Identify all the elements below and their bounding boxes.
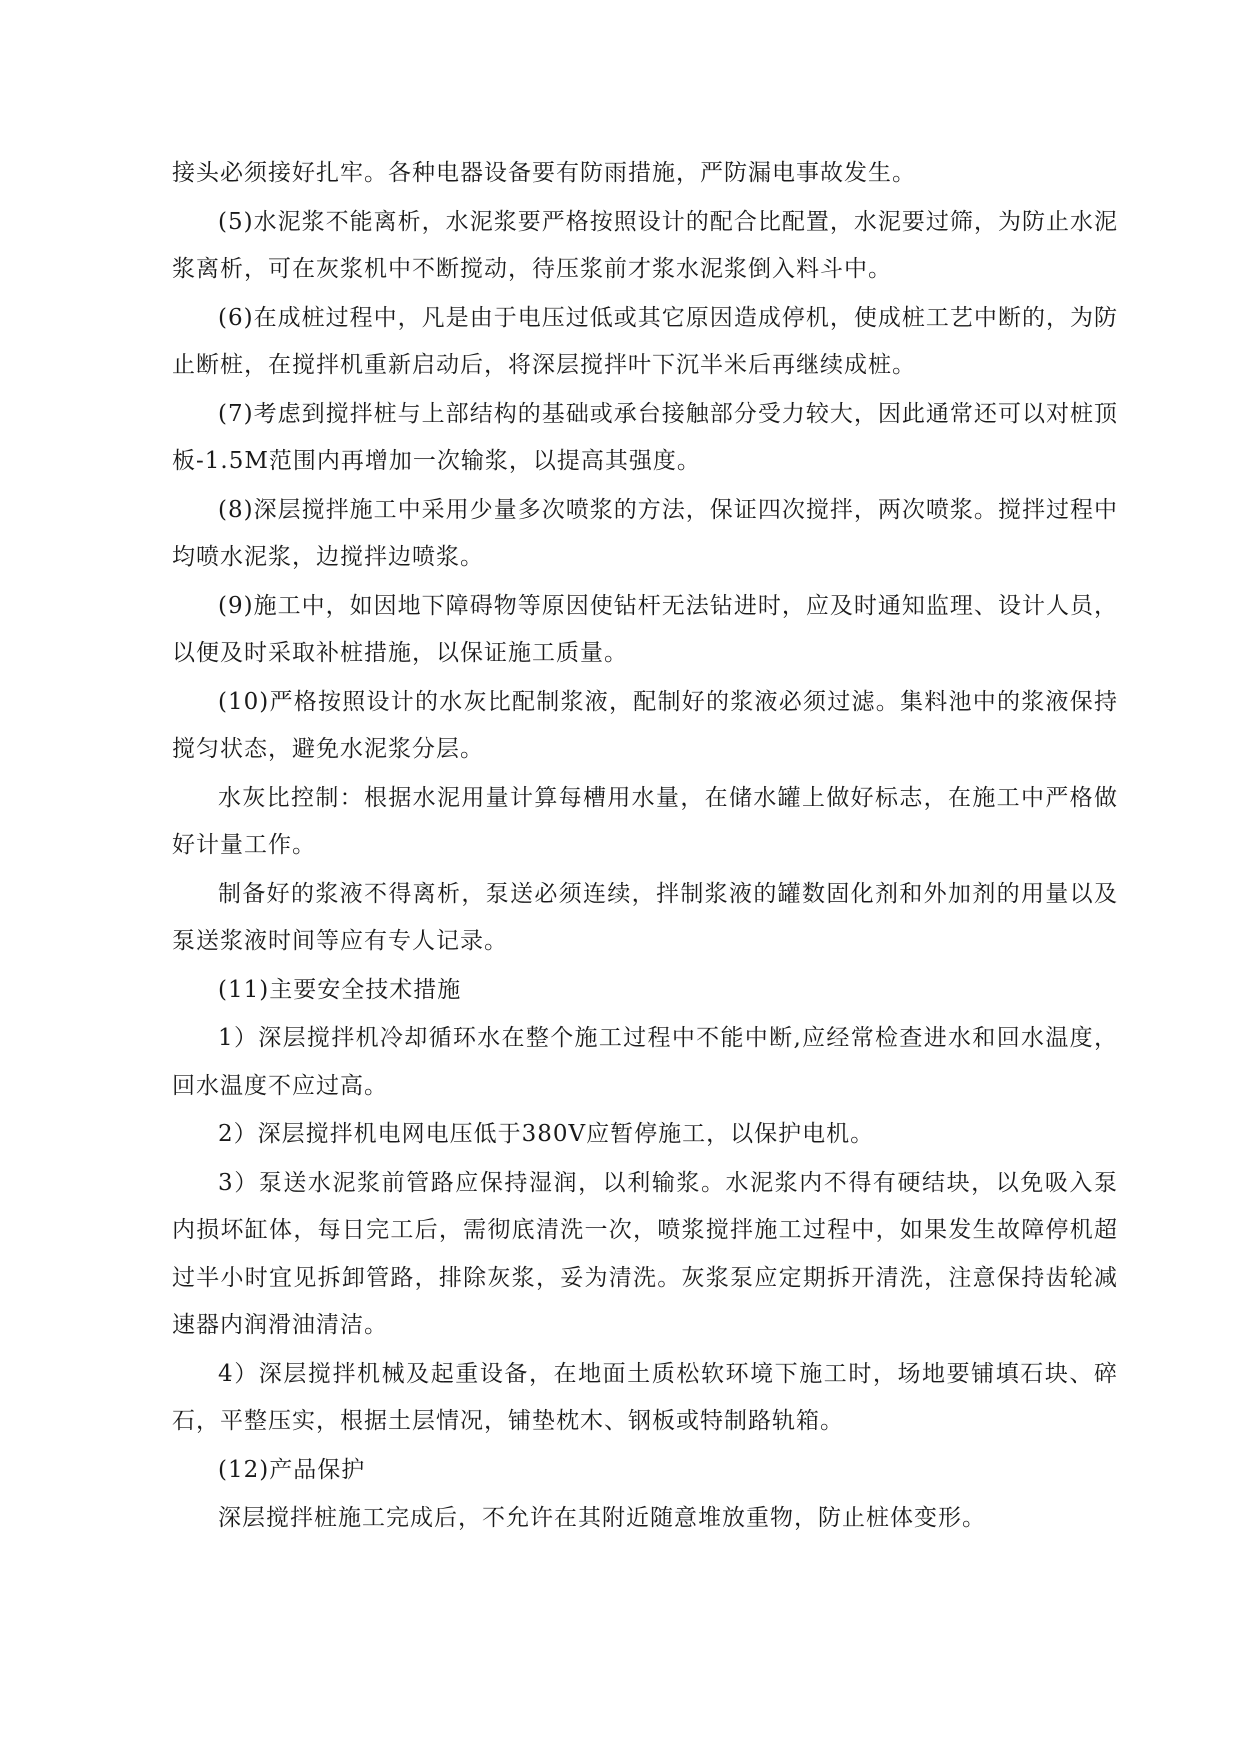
paragraph-safety-3: 3）泵送水泥浆前管路应保持湿润，以利输浆。水泥浆内不得有硬结块，以免吸入泵内损坏缸体，每日完工后，需彻底清洗一次，喷浆搅拌施工过程中，如果发生故障停机超过半小时宜见拆卸管路，排除灰浆，妥为清洗。灰浆泵应定期拆开清洗，注意保持齿轮减速器内润滑油清洁。 — [172, 1169, 1118, 1338]
paragraph-safety-4: 4）深层搅拌机械及起重设备，在地面土质松软环境下施工时，场地要铺填石块、碎石，平整压实，根据土层情况，铺垫枕木、钢板或特制路轨箱。 — [172, 1360, 1118, 1434]
paragraph-water-cement-ratio: 水灰比控制：根据水泥用量计算每槽用水量，在储水罐上做好标志，在施工中严格做好计量工作。 — [172, 784, 1118, 858]
paragraph-safety-1: 1）深层搅拌机冷却循环水在整个施工过程中不能中断,应经常检查进水和回水温度，回水温度不应过高。 — [172, 1025, 1118, 1099]
heading-item-12: (12)产品保护 — [218, 1456, 366, 1483]
paragraph-continuation: 接头必须接好扎牢。各种电器设备要有防雨措施，严防漏电事故发生。 — [172, 160, 916, 186]
paragraph-item-9: (9)施工中，如因地下障碍物等原因使钻杆无法钻进时，应及时通知监理、设计人员，以便及时采取补桩措施，以保证施工质量。 — [172, 592, 1118, 666]
paragraph-safety-2: 2）深层搅拌机电网电压低于380V应暂停施工，以保护电机。 — [218, 1121, 875, 1147]
paragraph-product-protection: 深层搅拌桩施工完成后，不允许在其附近随意堆放重物，防止桩体变形。 — [218, 1505, 986, 1531]
paragraph-slurry-preparation: 制备好的浆液不得离析，泵送必须连续，拌制浆液的罐数固化剂和外加剂的用量以及泵送浆液时间等应有专人记录。 — [172, 880, 1118, 954]
paragraph-item-10: (10)严格按照设计的水灰比配制浆液，配制好的浆液必须过滤。集料池中的浆液保持搅匀状态，避免水泥浆分层。 — [172, 688, 1118, 762]
document-body — [172, 150, 1118, 1544]
paragraph-item-6: (6)在成桩过程中，凡是由于电压过低或其它原因造成停机，使成桩工艺中断的，为防止断桩，在搅拌机重新启动后，将深层搅拌叶下沉半米后再继续成桩。 — [172, 304, 1118, 378]
paragraph-item-5: (5)水泥浆不能离析，水泥浆要严格按照设计的配合比配置，水泥要过筛，为防止水泥浆离析，可在灰浆机中不断搅动，待压浆前才浆水泥浆倒入料斗中。 — [172, 208, 1118, 282]
heading-item-11: (11)主要安全技术措施 — [218, 976, 462, 1003]
paragraph-item-7: (7)考虑到搅拌桩与上部结构的基础或承台接触部分受力较大，因此通常还可以对桩顶板-1.5M范围内再增加一次输浆，以提高其强度。 — [172, 400, 1118, 474]
paragraph-item-8: (8)深层搅拌施工中采用少量多次喷浆的方法，保证四次搅拌，两次喷浆。搅拌过程中均喷水泥浆，边搅拌边喷浆。 — [172, 496, 1118, 570]
